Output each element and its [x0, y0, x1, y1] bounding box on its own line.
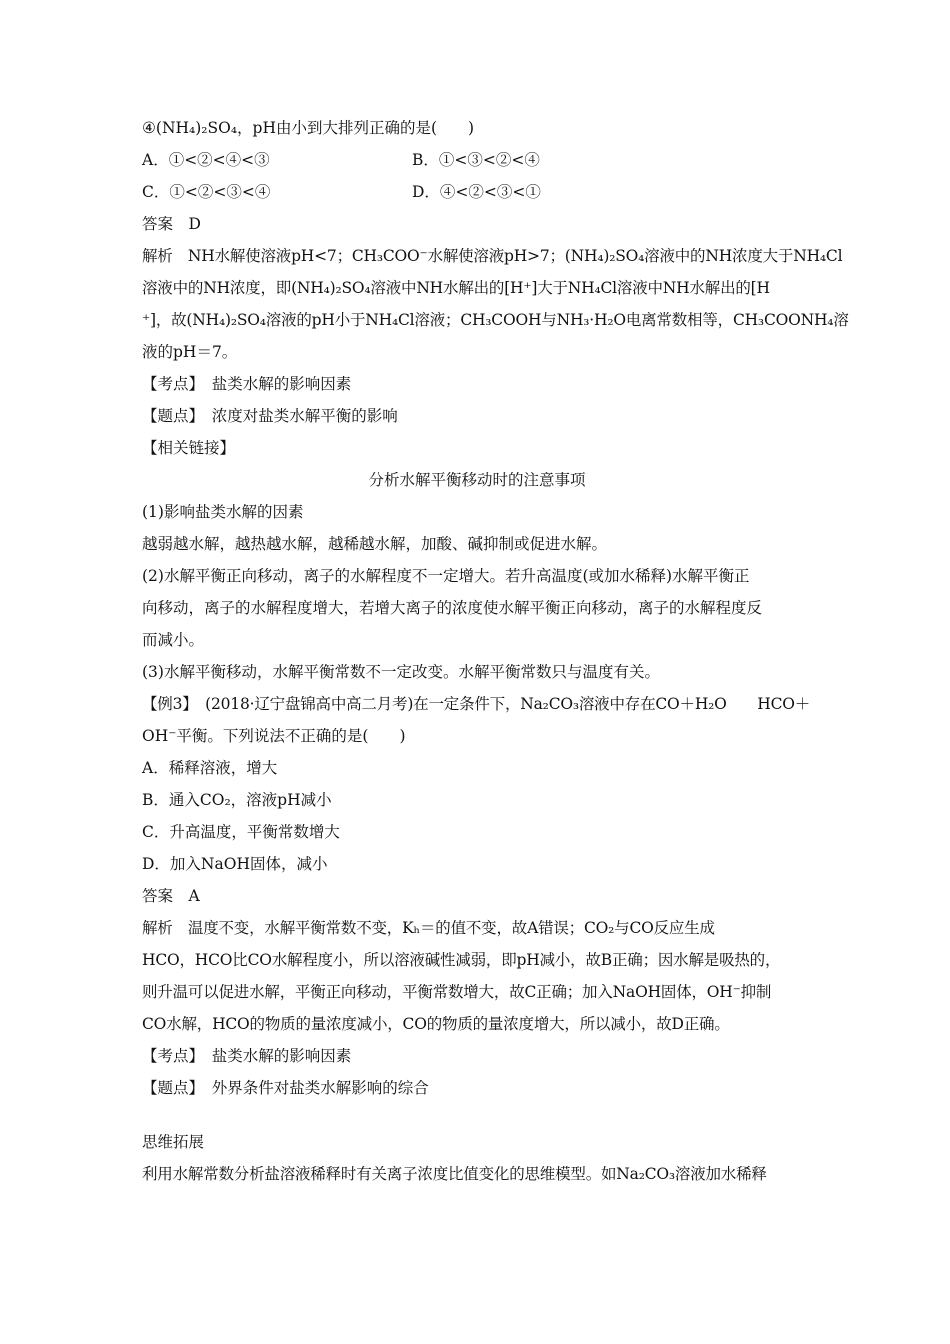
- example-3-option-d: D．加入NaOH固体，减小: [142, 855, 328, 873]
- analysis-2-line-4: CO水解，HCO的物质的量浓度减小，CO的物质的量浓度增大，所以减小，故D正确。: [142, 1015, 730, 1033]
- related-title: 分析水解平衡移动时的注意事项: [368, 471, 586, 489]
- extension-title: 思维拓展: [142, 1133, 205, 1151]
- related-line-3: (2)水解平衡正向移动，离子的水解程度不一定增大。若升高温度(或加水稀释)水解平衡正: [142, 567, 750, 585]
- related-line-6: (3)水解平衡移动，水解平衡常数不一定改变。水解平衡常数只与温度有关。: [142, 663, 660, 681]
- answer-2: 答案 A: [142, 887, 200, 905]
- analysis-1-line-1: 解析 NH水解使溶液pH<7；CH₃COO⁻水解使溶液pH>7；(NH₄)₂SO₄溶液中的NH浓度大于NH₄Cl: [142, 247, 843, 265]
- example-3-line-2: OH⁻平衡。下列说法不正确的是( ): [142, 727, 406, 745]
- related-line-5: 而减小。: [142, 631, 205, 649]
- related-line-2: 越弱越水解，越热越水解，越稀越水解，加酸、碱抑制或促进水解。: [142, 535, 608, 553]
- related-line-4: 向移动，离子的水解程度增大，若增大离子的浓度使水解平衡正向移动，离子的水解程度反: [142, 599, 763, 617]
- kaodian-1: 【考点】 盐类水解的影响因素: [142, 375, 352, 393]
- example-3-option-c: C．升高温度，平衡常数增大: [142, 823, 340, 841]
- tidian-2: 【题点】 外界条件对盐类水解影响的综合: [142, 1079, 429, 1097]
- analysis-1-line-3: ⁺]，故(NH₄)₂SO₄溶液的pH小于NH₄Cl溶液；CH₃COOH与NH₃·H₂O电离常数相等，CH₃COONH₄溶: [142, 311, 849, 329]
- answer-1: 答案 D: [142, 215, 201, 233]
- analysis-2-line-1: 解析 温度不变，水解平衡常数不变，Kₕ＝的值不变，故A错误；CO₂与CO反应生成: [142, 919, 715, 937]
- example-3-line-1: 【例3】 (2018·辽宁盘锦高中高二月考)在一定条件下，Na₂CO₃溶液中存在CO＋H₂O HCO＋: [142, 695, 811, 713]
- option-b: B．①<③<②<④: [412, 151, 540, 169]
- example-3-option-b: B．通入CO₂，溶液pH减小: [142, 791, 332, 809]
- analysis-1-line-2: 溶液中的NH浓度，即(NH₄)₂SO₄溶液中NH水解出的[H⁺]大于NH₄Cl溶液中NH水解出的[H: [142, 279, 770, 297]
- option-c: C．①<②<③<④: [142, 183, 271, 201]
- document-page: [142, 112, 849, 1190]
- related-line-1: (1)影响盐类水解的因素: [142, 503, 304, 521]
- option-a: A．①<②<④<③: [142, 151, 270, 169]
- analysis-1-line-4: 液的pH＝7。: [142, 343, 238, 361]
- analysis-2-line-3: 则升温可以促进水解，平衡正向移动，平衡常数增大，故C正确；加入NaOH固体，OH⁻抑制: [142, 983, 772, 1001]
- options-row-2: [142, 176, 812, 208]
- kaodian-2: 【考点】 盐类水解的影响因素: [142, 1047, 352, 1065]
- example-3-option-a: A．稀释溶液，增大: [142, 759, 278, 777]
- options-row-1: [142, 144, 812, 176]
- related-link-label: 【相关链接】: [142, 439, 236, 457]
- question-tail: ④(NH₄)₂SO₄，pH由小到大排列正确的是( ): [142, 119, 475, 137]
- extension-line: 利用水解常数分析盐溶液稀释时有关离子浓度比值变化的思维模型。如Na₂CO₃溶液加水稀释: [142, 1165, 767, 1183]
- option-d: D．④<②<③<①: [412, 183, 541, 201]
- analysis-2-line-2: HCO，HCO比CO水解程度小，所以溶液碱性减弱，即pH减小，故B正确；因水解是吸热的，: [142, 951, 781, 969]
- section-gap: [142, 1104, 812, 1126]
- tidian-1: 【题点】 浓度对盐类水解平衡的影响: [142, 407, 398, 425]
